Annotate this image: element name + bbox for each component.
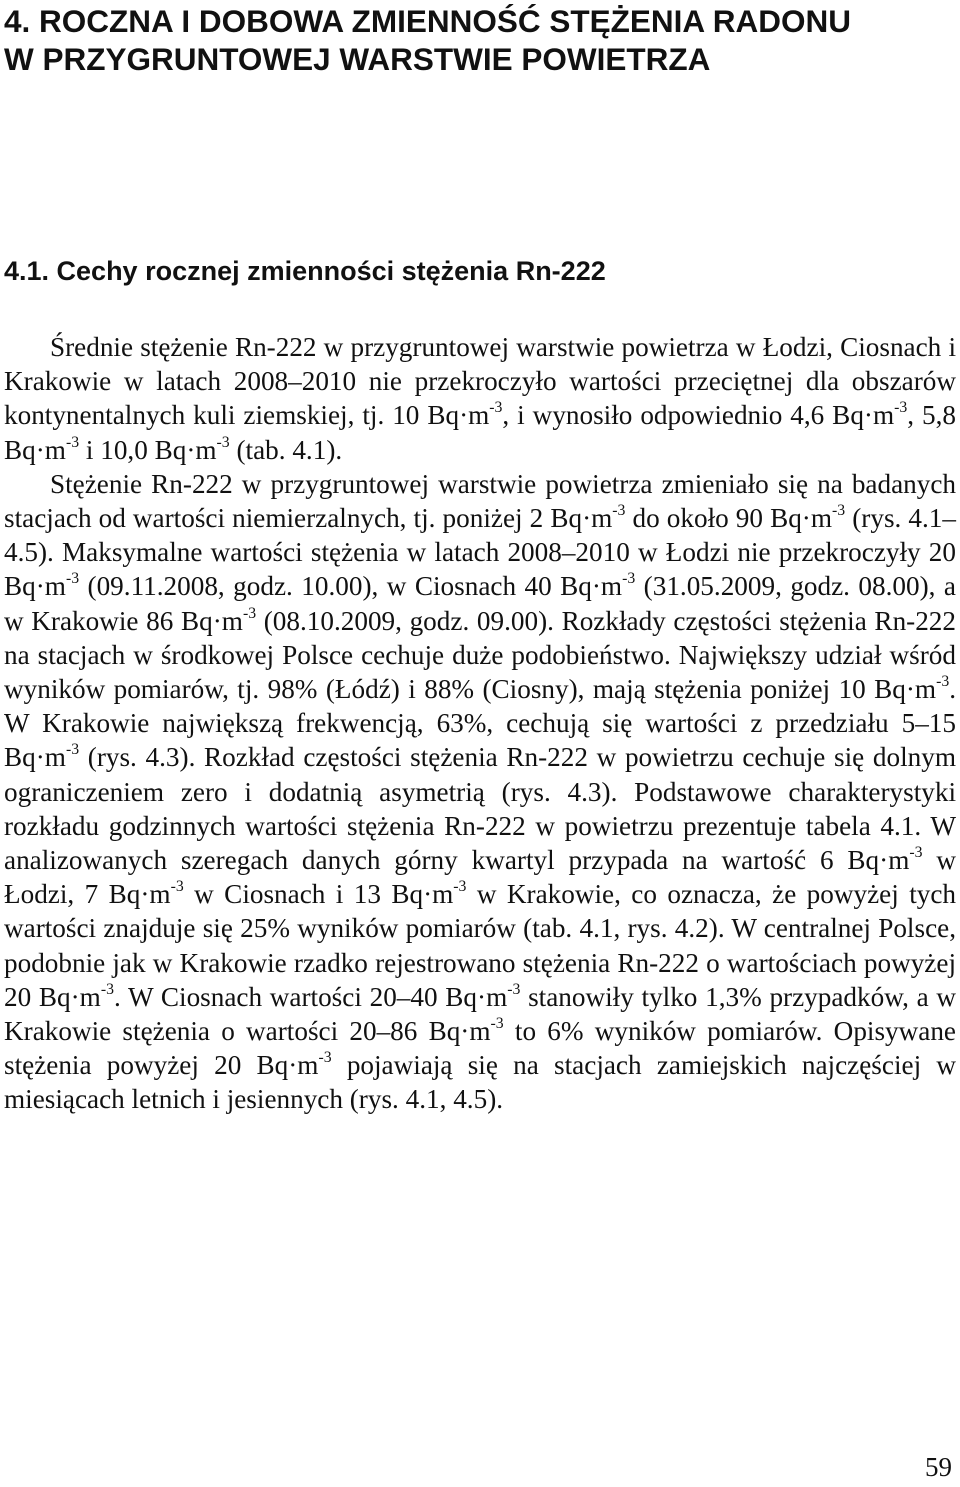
exponent: -3 [242,604,257,622]
text-run: (31.05.2009, godz. 08.00), a w Krakowie 86 Bq·m [4,571,956,636]
exponent: -3 [489,399,503,417]
text-run: . W Krakowie największą frekwencją, 63%, cechują się wartości z przedziału 5–15 Bq·m [4,674,956,773]
text-run: w Krakowie, co oznacza, że powyżej tych wartości znajduje się 25% wyników pomiarów (tab. 4.1, rys. 4.2). W centralnej Polsce, podobnie jak w Krakowie rzadko rejestrowano stężenia Rn-222 o wartościach powyżej 20 Bq·m [4,879,956,1012]
text-run: (tab. 4.1). [229,434,343,465]
text-run: , i wynosiło odpowiednio 4,6 Bq·m [502,400,895,431]
exponent: -3 [453,878,467,896]
exponent: -3 [100,981,114,999]
exponent: -3 [612,502,626,520]
text-run: Średnie stężenie Rn-222 w przygruntowej warstwie powietrza w Łodzi, Ciosnach i Krakowie w latach 2008–2010 nie przekroczyło wartości przeciętnej dla obszarów kontynentalnych kuli ziemskiej, tj. 10 Bq·m [4,332,956,431]
text-run: , 5,8 Bq·m [4,400,956,465]
text-run: Stężenie Rn-222 w przygruntowej warstwie powietrza zmieniało się na badanych stacjach od wartości niemierzalnych, tj. poniżej 2 Bq·m [4,468,956,534]
exponent: -3 [170,878,184,896]
text-run: w Ciosnach i 13 Bq·m [183,879,454,910]
section-heading: 4.1. Cechy rocznej zmienności stężenia Rn-222 [4,256,606,286]
text-run: i 10,0 Bq·m [79,434,217,465]
exponent: -3 [65,741,80,759]
paragraph-2 [4,467,956,1117]
exponent: -3 [936,673,950,691]
text-run: do około 90 Bq·m [625,503,833,534]
exponent: -3 [318,1049,332,1067]
exponent: -3 [490,1015,504,1033]
text-run: . W Ciosnach wartości 20–40 Bq·m [113,981,508,1012]
exponent: -3 [909,844,923,862]
paragraph-1 [4,330,956,467]
exponent: -3 [65,570,80,588]
text-run: to 6% wyników pomiarów. Opisywane stężenia powyżej 20 Bq·m [4,1016,956,1081]
exponent: -3 [216,433,230,451]
chapter-title-line-2: W PRZYGRUNTOWEJ WARSTWIE POWIETRZA [4,41,711,77]
chapter-title [4,2,944,78]
text-run: pojawiają się na stacjach zamiejskich najczęściej w miesiącach letnich i jesiennych (rys. 4.1, 4.5). [4,1050,956,1115]
body-text [4,330,956,1117]
text-run: w Łodzi, 7 Bq·m [4,845,956,910]
text-run: (rys. 4.1–4.5). Maksymalne wartości stężenia w latach 2008–2010 w Łodzi nie przekroczyły 20 Bq·m [4,503,956,602]
exponent: -3 [507,981,521,999]
exponent: -3 [832,502,846,520]
text-run: stanowiły tylko 1,3% przypadków, a w Krakowie stężenia o wartości 20–86 Bq·m [4,981,956,1047]
page-number: 59 [925,1452,952,1482]
chapter-title-line-1: 4. ROCZNA I DOBOWA ZMIENNOŚĆ STĘŻENIA RADONU [4,3,852,39]
exponent: -3 [622,570,636,588]
exponent: -3 [894,399,908,417]
text-run: (rys. 4.3). Rozkład częstości stężenia Rn-222 w powietrzu cechuje się dolnym ograniczeniem zero i dodatnią asymetrią (rys. 4.3). Podstawowe charakterystyki rozkładu godzinnych wartości stężenia Rn-222 w powietrzu prezentuje tabela 4.1. W analizowanych szeregach danych górny kwartyl przypada na wartość 6 Bq·m [4,742,956,876]
exponent: -3 [65,433,80,451]
text-run: (09.11.2008, godz. 10.00), w Ciosnach 40 Bq·m [79,571,623,602]
text-run: (08.10.2009, godz. 09.00). Rozkłady częstości stężenia Rn-222 na stacjach w środkowej Polsce cechuje duże podobieństwo. Największy udział wśród wyników pomiarów, tj. 98% (Łódź) i 88% (Ciosny), mają stężenia poniżej 10 Bq·m [4,605,956,705]
